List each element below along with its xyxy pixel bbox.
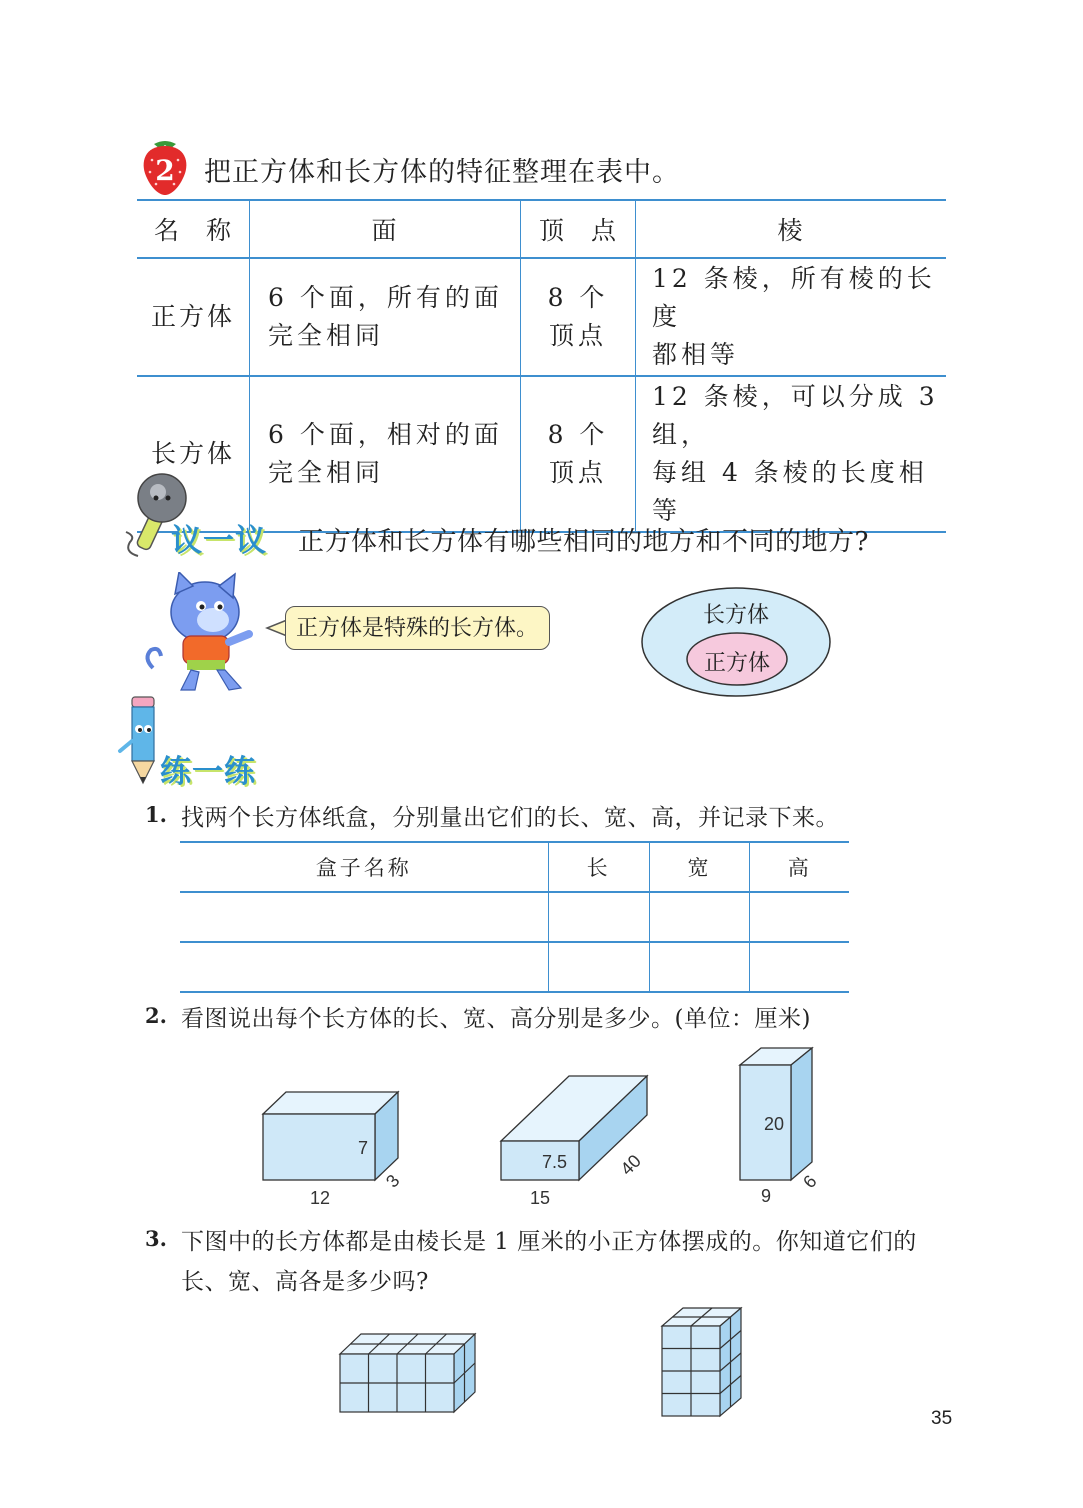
header-edge: 棱	[636, 200, 947, 258]
table-row	[180, 892, 849, 942]
header-face: 面	[250, 200, 521, 258]
table-cell[interactable]	[548, 892, 649, 942]
header-length: 长	[548, 842, 649, 892]
row-vertex: 8 个 顶点	[521, 258, 636, 376]
question-2-text: 看图说出每个长方体的长、宽、高分别是多少。(单位：厘米)	[181, 1006, 811, 1032]
svg-text:2: 2	[155, 154, 175, 187]
venn-inner-label: 正方体	[703, 651, 770, 676]
question-1-number: 1.	[145, 802, 167, 827]
cube-stack-2	[662, 1308, 741, 1416]
strawberry-icon	[140, 138, 190, 196]
box2-height-label: 7.5	[542, 1152, 568, 1172]
header-box-name: 盒子名称	[315, 856, 412, 880]
cuboid-2	[501, 1076, 647, 1208]
table-header-row	[137, 200, 946, 258]
cuboid-figures	[240, 1040, 860, 1210]
table-cell[interactable]	[180, 942, 548, 992]
question-1-text: 找两个长方体纸盒，分别量出它们的长、宽、高，并记录下来。	[181, 805, 839, 831]
discuss-badge: 议一议	[171, 523, 267, 559]
table-row	[180, 942, 849, 992]
box1-width-label: 3	[381, 1170, 404, 1192]
box1-length-label: 12	[310, 1188, 331, 1208]
box2-width-label: 40	[616, 1150, 645, 1180]
venn-outer-label: 长方体	[702, 603, 769, 628]
row-face: 6 个面，所有的面 完全相同	[250, 258, 521, 376]
discuss-question: 正方体和长方体有哪些相同的地方和不同的地方?	[298, 527, 869, 557]
row-name: 长方体	[137, 376, 250, 532]
row-name: 正方体	[137, 258, 250, 376]
speech-bubble: 正方体是特殊的长方体。	[285, 606, 550, 650]
table-row	[137, 258, 946, 376]
box3-height-label: 20	[764, 1114, 785, 1134]
cuboid-3	[740, 1048, 821, 1206]
question-2-number: 2.	[145, 1003, 167, 1028]
section-title: 把正方体和长方体的特征整理在表中。	[204, 157, 680, 188]
header-vertex: 顶 点	[521, 200, 636, 258]
cat-mascot-icon	[143, 572, 261, 696]
header-width: 宽	[649, 842, 750, 892]
table-cell[interactable]	[750, 892, 849, 942]
table-header-row	[180, 842, 849, 892]
question-3-text-line1: 下图中的长方体都是由棱长是 1 厘米的小正方体摆成的。你知道它们的	[181, 1229, 917, 1255]
box1-height-label: 7	[358, 1138, 369, 1158]
row-edge: 12 条棱，可以分成 3 组， 每组 4 条棱的长度相等	[636, 376, 947, 532]
box3-width-label: 6	[799, 1171, 821, 1192]
practice-badge: 练一练	[160, 754, 256, 790]
feature-table	[137, 199, 946, 533]
table-cell[interactable]	[649, 892, 750, 942]
table-row	[137, 376, 946, 532]
table-cell[interactable]	[750, 942, 849, 992]
table-cell[interactable]	[180, 892, 548, 942]
box-measure-table	[180, 841, 849, 993]
page-number: 35	[931, 1408, 953, 1429]
header-name: 名 称	[137, 200, 250, 258]
table-cell[interactable]	[649, 942, 750, 992]
table-cell[interactable]	[548, 942, 649, 992]
row-vertex: 8 个 顶点	[521, 376, 636, 532]
row-edge: 12 条棱，所有棱的长度 都相等	[636, 258, 947, 376]
box3-length-label: 9	[761, 1186, 772, 1206]
box2-length-label: 15	[530, 1188, 551, 1208]
question-3-number: 3.	[145, 1226, 167, 1251]
header-height: 高	[750, 842, 849, 892]
unit-cube-figures	[330, 1300, 760, 1425]
cube-stack-1	[340, 1334, 475, 1412]
cuboid-1	[263, 1092, 404, 1208]
question-3-text-line2: 长、宽、高各是多少吗?	[181, 1269, 429, 1295]
row-face: 6 个面，相对的面 完全相同	[250, 376, 521, 532]
